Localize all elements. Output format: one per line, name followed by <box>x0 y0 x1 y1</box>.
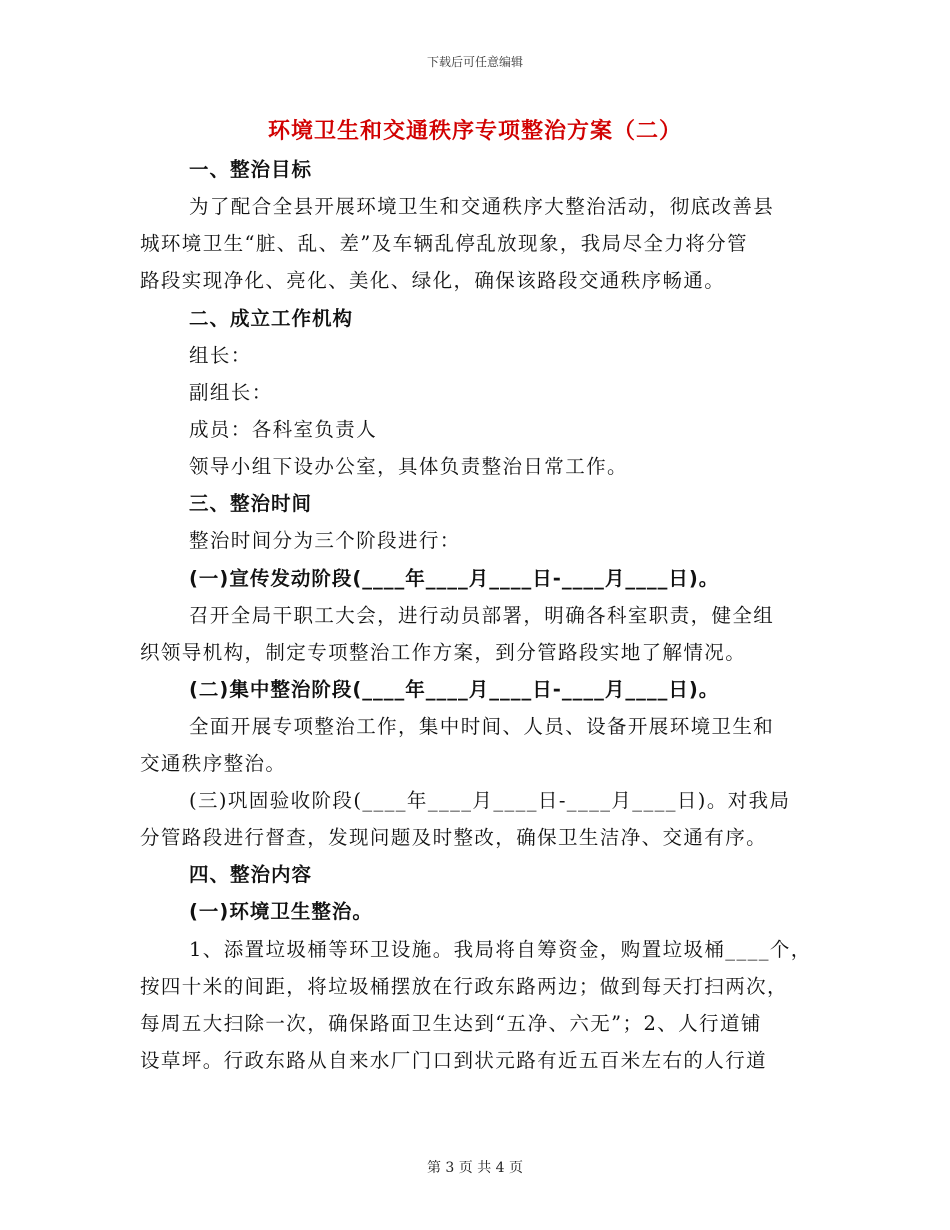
section-heading-4: 四、整治内容 <box>189 863 313 886</box>
document-title: 环境卫生和交通秩序专项整治方案（二） <box>267 118 682 144</box>
paragraph-line: 为了配合全县开展环境卫生和交通秩序大整治活动，彻底改善县 <box>189 195 775 218</box>
paragraph-line: 召开全局干职工大会，进行动员部署，明确各科室职责，健全组 <box>189 604 775 627</box>
paragraph-line: 整治时间分为三个阶段进行： <box>189 529 461 552</box>
paragraph-line: 交通秩序整治。 <box>140 752 287 775</box>
paragraph-line: 成员：各科室负责人 <box>189 418 378 441</box>
paragraph-line: 领导小组下设办公室，具体负责整治日常工作。 <box>189 455 628 478</box>
paragraph-line: 每周五大扫除一次，确保路面卫生达到“五净、六无”；2、人行道铺 <box>140 1012 762 1035</box>
subheading-stage-2: (二)集中整治阶段(____年____月____日-____月____日)。 <box>189 678 720 701</box>
paragraph-line: 组长： <box>189 344 252 367</box>
paragraph-line: 1、添置垃圾桶等环卫设施。我局将自筹资金，购置垃圾桶____个， <box>189 938 812 961</box>
paragraph-line: 按四十米的间距，将垃圾桶摆放在行政东路两边；做到每天打扫两次， <box>140 975 788 998</box>
section-heading-2: 二、成立工作机构 <box>189 307 354 330</box>
paragraph-line: 城环境卫生“脏、乱、差”及车辆乱停乱放现象，我局尽全力将分管 <box>140 232 748 255</box>
paragraph-line: 路段实现净化、亮化、美化、绿化，确保该路段交通秩序畅通。 <box>140 269 726 292</box>
paragraph-line: 分管路段进行督查，发现问题及时整改，确保卫生洁净、交通有序。 <box>140 826 768 849</box>
paragraph-line: 织领导机构，制定专项整治工作方案，到分管路段实地了解情况。 <box>140 641 747 664</box>
paragraph-line: (三)巩固验收阶段(____年____月____日-____月____日)。对我局 <box>189 789 791 812</box>
paragraph-line: 副组长： <box>189 381 273 404</box>
section-heading-1: 一、整治目标 <box>189 158 313 181</box>
paragraph-line: 全面开展专项整治工作，集中时间、人员、设备开展环境卫生和 <box>189 715 775 738</box>
page-number: 第 3 页 共 4 页 <box>426 1160 524 1176</box>
subheading-environment: (一)环境卫生整治。 <box>189 900 373 923</box>
section-heading-3: 三、整治时间 <box>189 492 313 515</box>
header-note: 下载后可任意编辑 <box>426 55 523 69</box>
subheading-stage-1: (一)宣传发动阶段(____年____月____日-____月____日)。 <box>189 567 720 590</box>
paragraph-line: 设草坪。行政东路从自来水厂门口到状元路有近五百米左右的人行道 <box>140 1049 768 1072</box>
